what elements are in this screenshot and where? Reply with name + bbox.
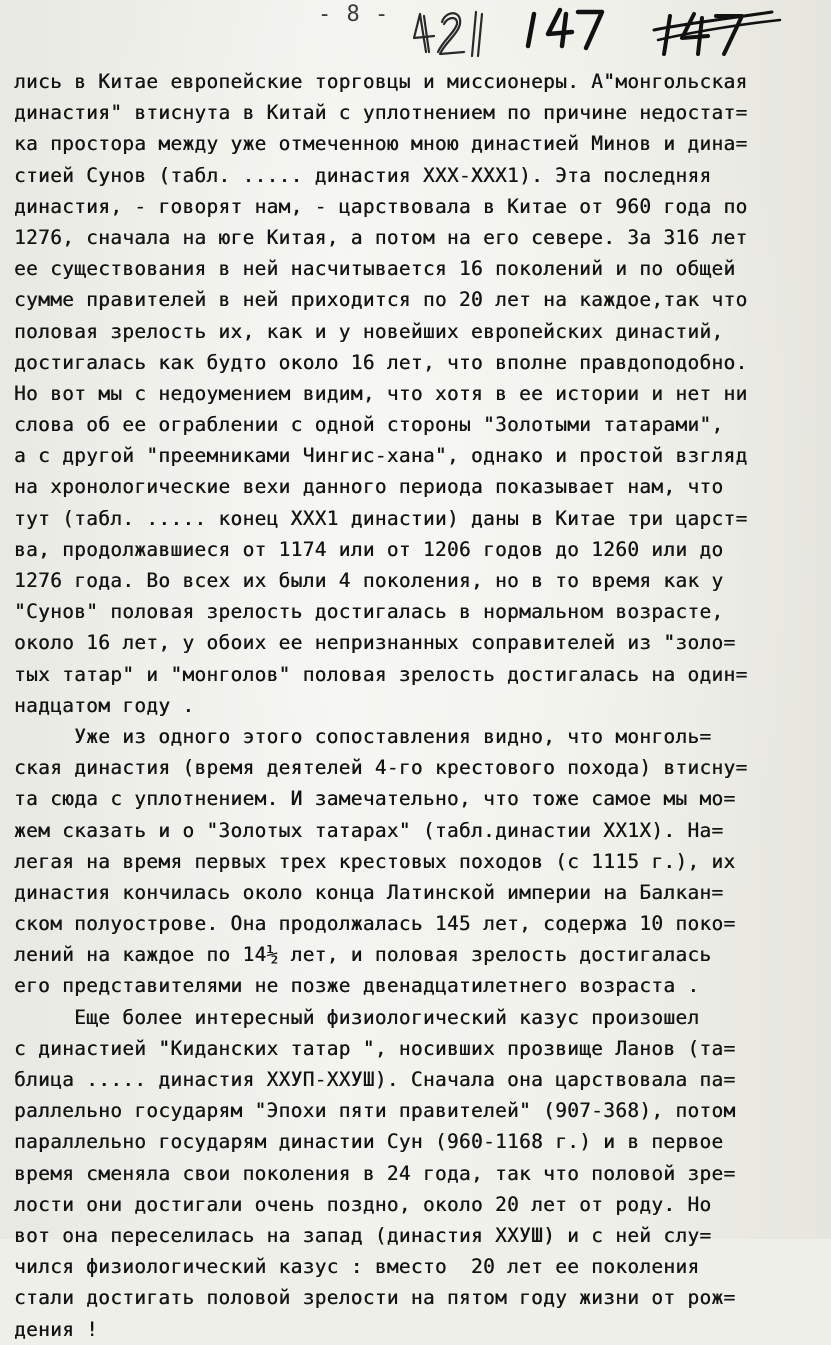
text-line: ском полуострове. Она продолжалась 145 лет, содержа 10 поко=: [14, 912, 736, 936]
text-line: чился физиологический казус : вместо 20 лет ее поколения: [14, 1255, 700, 1279]
text-line: ка простора между уже отмеченною мною династией Минов и дина=: [14, 132, 748, 156]
text-line: блица ..... династия XXУП-XXУШ). Сначала она царствовала па=: [14, 1068, 736, 1091]
text-line: достигалась как будто около 16 лет, что вполне правдоподобно.: [14, 350, 748, 374]
text-line: династия, - говорят нам, - царствовала в Китае от 960 года по: [14, 194, 748, 218]
text-line: параллельно государям династии Сун (960-1168 г.) и в первое: [14, 1130, 724, 1154]
text-line: вот она переселилась на запад (династия XXУШ) и с ней слу=: [14, 1223, 712, 1247]
text-line: ская династия (время деятелей 4-го крестового похода) втисну=: [14, 756, 748, 780]
text-line: половая зрелость их, как и у новейших европейских династий,: [14, 319, 724, 343]
text-line: дения !: [14, 1317, 99, 1341]
text-line: а с другой "преемниками Чингис-хана", однако и простой взгляд: [14, 444, 748, 468]
text-line: тых татар" и "монголов" половая зрелость достигалась на один=: [14, 662, 748, 686]
text-line: лости они достигали очень поздно, около 20 лет от роду. Но: [14, 1192, 712, 1216]
text-line: та сюда с уплотнением. И замечательно, что тоже самое мы мо=: [14, 787, 736, 811]
text-line: 1276 года. Во всех их были 4 поколения, но в то время как у: [14, 569, 724, 592]
handwritten-147-crossed: [654, 12, 780, 54]
text-line: ее существования в ней насчитывается 16 поколений и по общей: [14, 257, 736, 281]
handwritten-147-first: [528, 10, 602, 48]
text-line: сумме правителей в ней приходится по 20 лет на каждое,так что: [14, 288, 748, 312]
document-body: [14, 66, 826, 1345]
text-line: жем сказать и о "Золотых татарах" (табл.династии XX1X). На=: [14, 818, 724, 842]
text-line: династия кончилась около конца Латинской империи на Балкан=: [14, 880, 724, 904]
text-line: лись в Китае европейские торговцы и миссионеры. А"монгольская: [14, 70, 748, 93]
text-line: Уже из одного этого сопоставления видно, что монголь=: [14, 724, 712, 748]
text-line: ва, продолжавшиеся от 1174 или от 1206 годов до 1260 или до: [14, 537, 724, 561]
text-line: стали достигать половой зрелости на пятом году жизни от рож=: [14, 1286, 736, 1310]
text-line: около 16 лет, у обоих ее непризнанных соправителей из "золо=: [14, 631, 736, 655]
text-line: надцатом году .: [14, 693, 195, 717]
text-line: с династией "Киданских татар ", носивших прозвище Ланов (та=: [14, 1036, 736, 1060]
text-line: династия" втиснута в Китай с уплотнением по причине недостат=: [14, 101, 748, 125]
text-line: лений на каждое по 14½ лет, и половая зрелость достигалась: [14, 943, 712, 967]
handwritten-421: [414, 12, 482, 56]
text-line: время сменяла свои поколения в 24 года, так что половой зре=: [14, 1161, 736, 1185]
text-line: стией Сунов (табл. ..... династия XXX-XXX1). Эта последняя: [14, 163, 712, 187]
text-line: 1276, сначала на юге Китая, а потом на его севере. За 316 лет: [14, 225, 748, 249]
text-line: его представителями не позже двенадцатилетнего возраста .: [14, 974, 700, 998]
text-line: легая на время первых трех крестовых походов (с 1115 г.), их: [14, 849, 736, 873]
handwritten-numbers-drawing: [412, 0, 812, 60]
page-number: - 8 -: [318, 2, 390, 27]
text-line: тут (табл. ..... конец XXX1 династии) даны в Китае три царст=: [14, 506, 748, 530]
text-line: на хронологические вехи данного периода показывает нам, что: [14, 475, 724, 499]
text-line: слова об ее ограблении с одной стороны "Золотыми татарами",: [14, 413, 724, 437]
text-line: раллельно государям "Эпохи пяти правителей" (907-368), потом: [14, 1099, 736, 1123]
handwritten-annotation: [412, 0, 812, 60]
text-line: "Сунов" половая зрелость достигалась в нормальном возрасте,: [14, 600, 724, 624]
text-line: Еще более интересный физиологический казус произошел: [14, 1005, 700, 1029]
text-line: Но вот мы с недоумением видим, что хотя в ее истории и нет ни: [14, 381, 748, 405]
